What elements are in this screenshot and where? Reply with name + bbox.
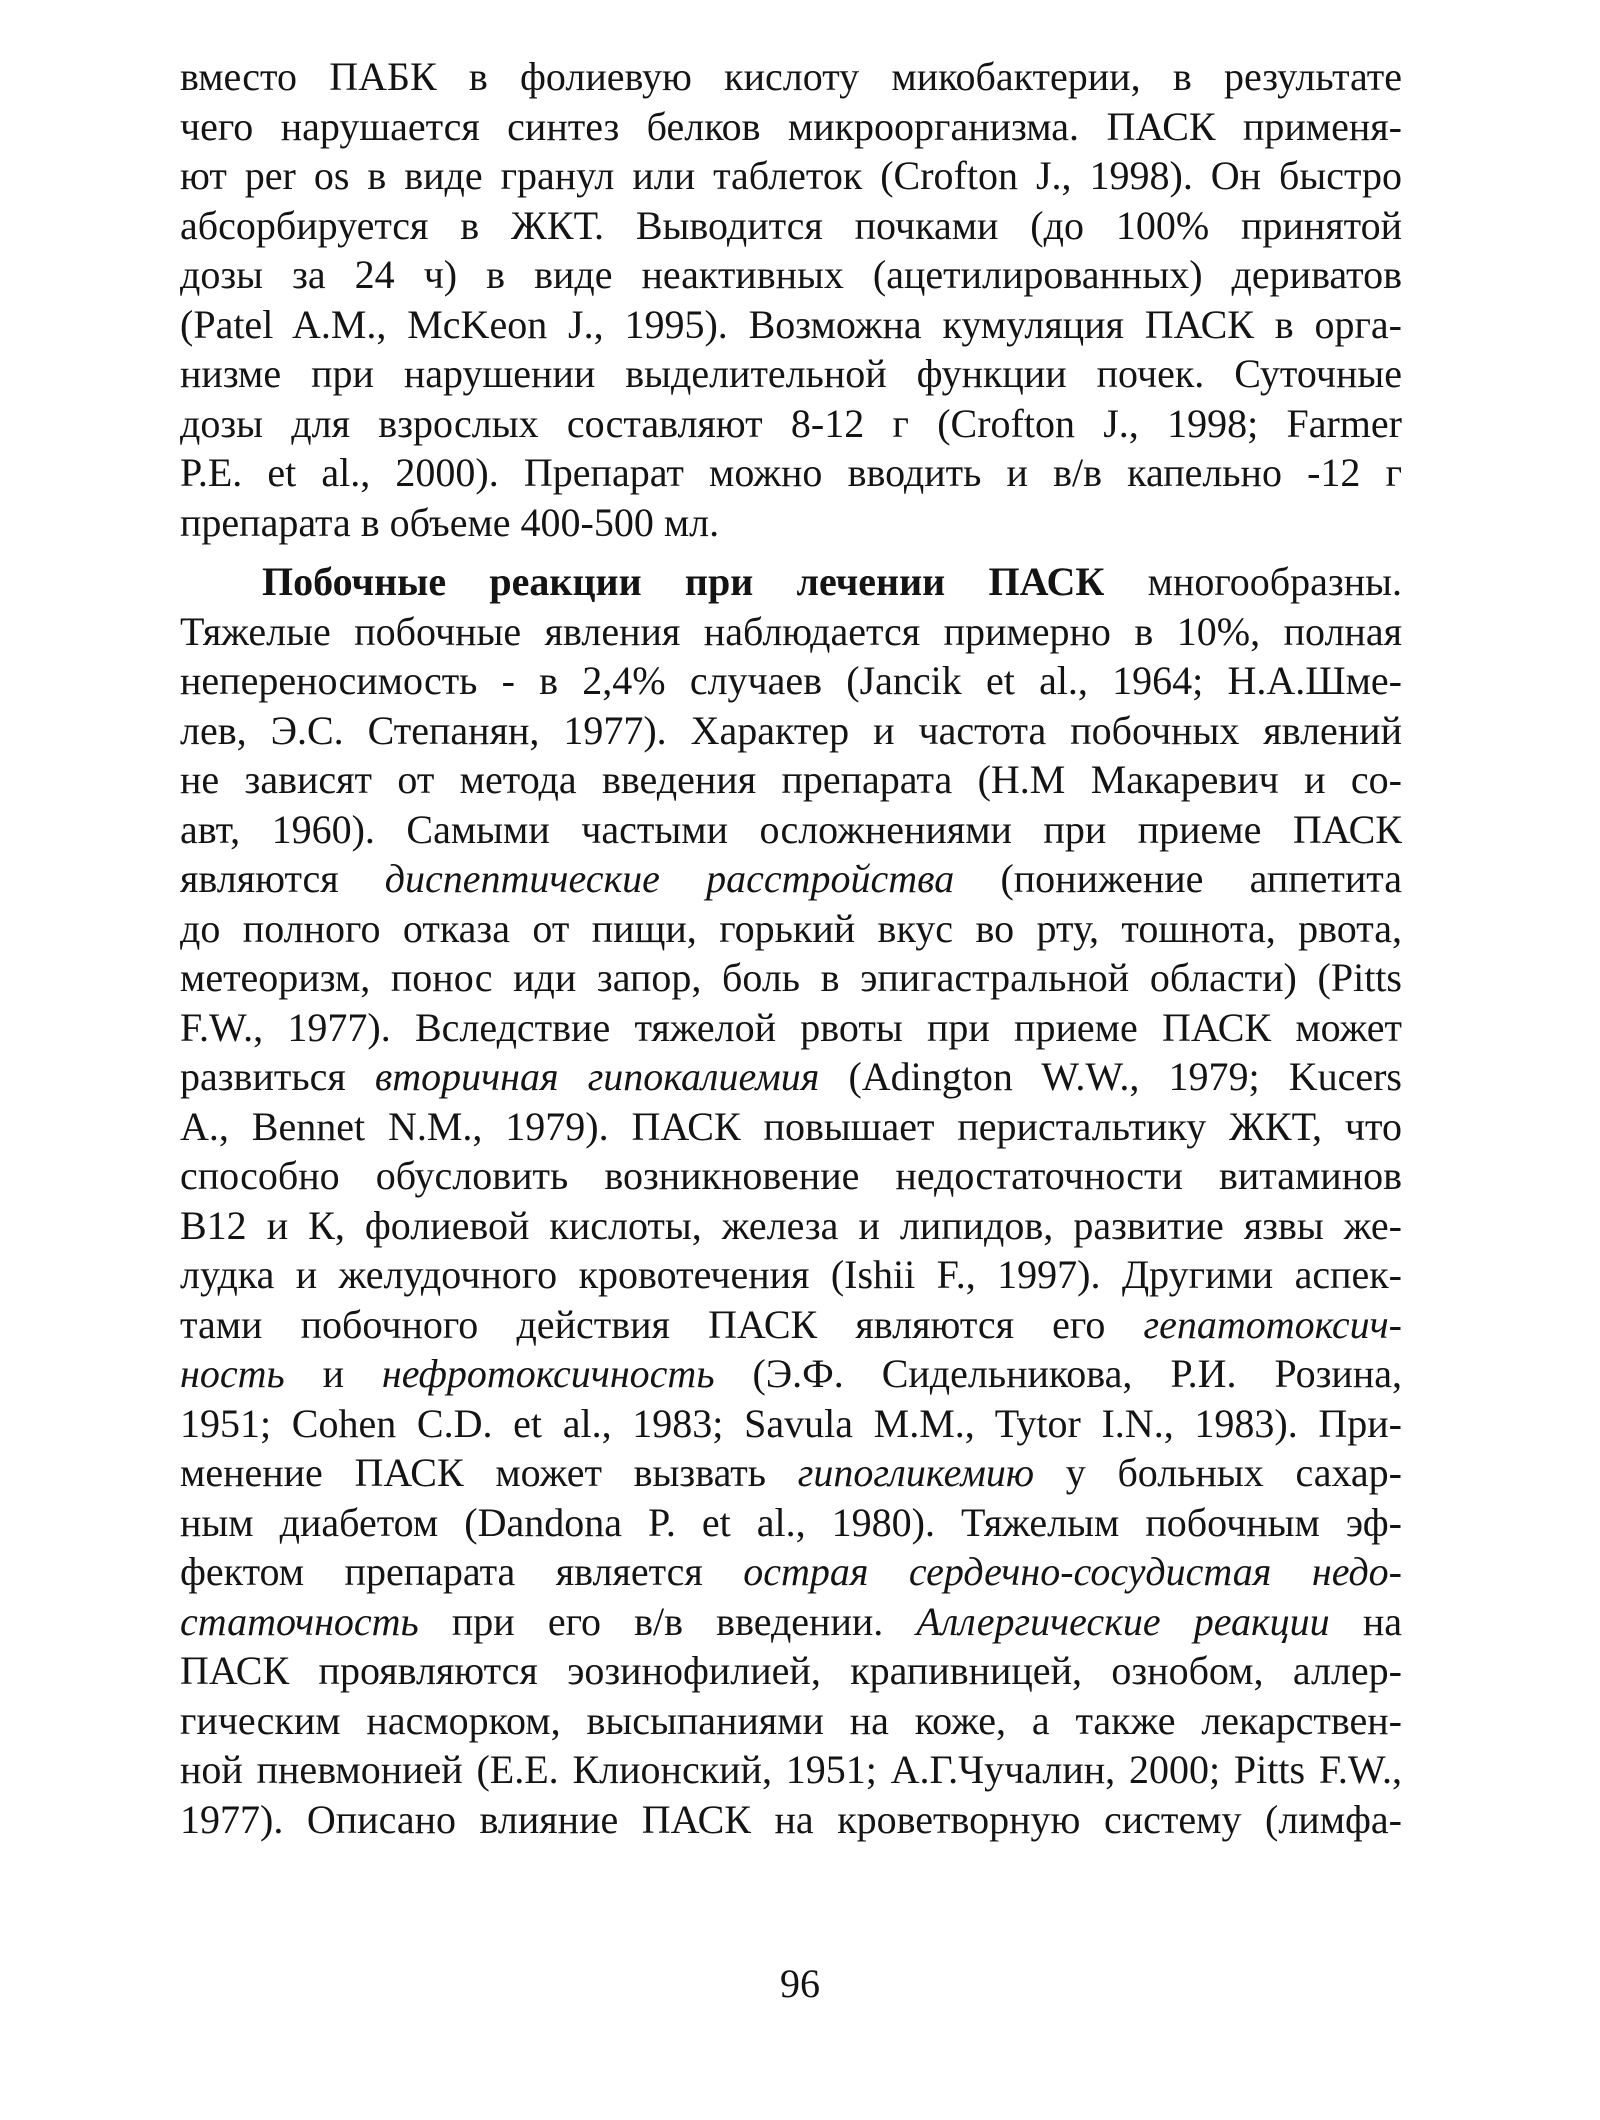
text-line: низме при нарушении выделительной функции почек. Суточные [180,351,1402,396]
text-line: дозы для взрослых составляют 8-12 г (Crofton J., 1998; Farmer [180,400,1402,446]
text-line [180,953,1402,1003]
text-line: вместо ПАБК в фолиевую кислоту микобактерии, в результате [180,54,1402,99]
text-line [180,1052,1402,1102]
text-segment: менение ПАСК может вызвать [180,1450,798,1495]
italic-term: Аллергические реакции [916,1598,1330,1644]
italic-term: гепатотоксич- [1143,1301,1402,1347]
text-line [180,1795,1402,1845]
paragraph-1 [180,52,1402,547]
text-line [180,805,1402,855]
text-segment: авт, 1960). Самыми частыми осложнениями при приеме ПАСК [180,806,1402,852]
text-line [180,1250,1402,1300]
text-segment: 1951; Cohen C.D. et al., 1983; Savula M.M., Tytor I.N., 1983). При- [180,1400,1402,1446]
paragraph-2-lines [180,607,1402,1845]
italic-term: ность [180,1351,285,1396]
text-segment: F.W., 1977). Вследствие тяжелой рвоты при приеме ПАСК может [180,1004,1402,1050]
italic-term: диспептические расстройства [384,856,955,901]
text-segment: у больных сахар- [1034,1450,1402,1495]
paragraph-2-lead [180,557,1402,607]
text-segment: непереносимость - в 2,4% случаев (Jancik et al., 1964; Н.А.Шме- [180,658,1402,703]
text-line: чего нарушается синтез белков микроорганизма. ПАСК применя- [180,103,1402,149]
page-body [180,52,1402,1844]
text-segment: на [1329,1598,1402,1644]
text-segment: способно обусловить возникновение недостаточности витаминов [180,1153,1402,1198]
text-segment: лудка и желудочного кровотечения (Ishii F., 1997). Другими аспек- [180,1252,1402,1297]
text-line: (Patel A.M., McKeon J., 1995). Возможна кумуляция ПАСК в орга- [180,301,1402,347]
text-segment: (Э.Ф. Сидельникова, Р.И. Розина, [714,1351,1402,1396]
italic-term: нефротоксичность [381,1351,715,1396]
text-segment: гическим насморком, высыпаниями на коже, а также лекарствен- [180,1697,1402,1743]
text-segment: A., Bennet N.M., 1979). ПАСК повышает перистальтику ЖКТ, что [180,1103,1402,1149]
text-line [180,1448,1402,1498]
text-line [180,607,1402,657]
text-line [180,706,1402,756]
text-line: ют per os в виде гранул или таблеток (Crofton J., 1998). Он быстро [180,153,1402,198]
text-line: препарата в объеме 400-500 мл. [180,499,720,545]
text-line: P.E. et al., 2000). Препарат можно вводить и в/в капельно -12 г [180,450,1402,495]
text-line [180,1349,1402,1399]
text-line [180,904,1402,954]
text-line [180,1498,1402,1548]
text-line [180,1547,1402,1597]
text-line: абсорбируется в ЖКТ. Выводится почками (до 100% принятой [180,202,1402,248]
text-segment: 1977). Описано влияние ПАСК на кроветворную систему (лимфа- [180,1796,1402,1842]
text-segment: фектом препарата является [180,1549,744,1594]
italic-term: вторичная гипокалиемия [374,1054,820,1099]
text-segment: являются [180,856,385,901]
text-line [180,854,1402,904]
text-line [180,1201,1402,1251]
text-segment: ной пневмонией (Е.Е. Клионский, 1951; А.Г.Чучалин, 2000; Pitts F.W., [180,1747,1402,1792]
text-line [180,1646,1402,1696]
paragraph-2 [180,557,1402,1844]
italic-term: статочность [180,1598,419,1644]
text-line [180,1597,1402,1647]
text-segment: ным диабетом (Dandona P. et al., 1980). Тяжелым побочным эф- [180,1499,1402,1545]
text-segment: лев, Э.С. Степанян, 1977). Характер и частота побочных явлений [180,707,1402,753]
text-segment: (понижение аппетита [954,856,1402,901]
text-line [180,1399,1402,1449]
text-line [180,1102,1402,1152]
text-segment: и [284,1351,382,1396]
text-segment: B12 и К, фолиевой кислоты, железа и липидов, развитие язвы же- [180,1202,1402,1248]
text-segment: метеоризм, понос иди запор, боль в эпигастральной области) (Pitts [180,955,1402,1000]
text-line [180,1696,1402,1746]
italic-term: гипогликемию [797,1450,1035,1495]
page-number: 96 [780,1961,820,2006]
text-segment: тами побочного действия ПАСК являются его [180,1301,1144,1347]
text-segment: ПАСК проявляются эозинофилией, крапивницей, ознобом, аллер- [180,1648,1402,1693]
text-segment: (Adington W.W., 1979; Kucers [819,1054,1402,1099]
bold-heading: Побочные реакции при лечении ПАСК [262,559,1105,604]
text-line [180,656,1402,706]
lead-rest: многообразны. [1104,559,1402,604]
text-line [180,1745,1402,1795]
text-segment: Тяжелые побочные явления наблюдается примерно в 10%, полная [180,608,1402,654]
text-segment: развиться [180,1054,375,1099]
text-line [180,1003,1402,1053]
text-segment: при его в/в введении. [418,1598,917,1644]
italic-term: острая сердечно-сосудистая недо- [743,1549,1403,1594]
text-line [180,755,1402,805]
text-segment: до полного отказа от пищи, горький вкус во рту, тошнота, рвота, [180,905,1402,951]
text-line [180,1151,1402,1201]
text-line [180,1300,1402,1350]
text-line: дозы за 24 ч) в виде неактивных (ацетилированных) дериватов [180,252,1402,297]
text-segment: не зависят от метода введения препарата (Н.М Макаревич и со- [180,757,1402,802]
